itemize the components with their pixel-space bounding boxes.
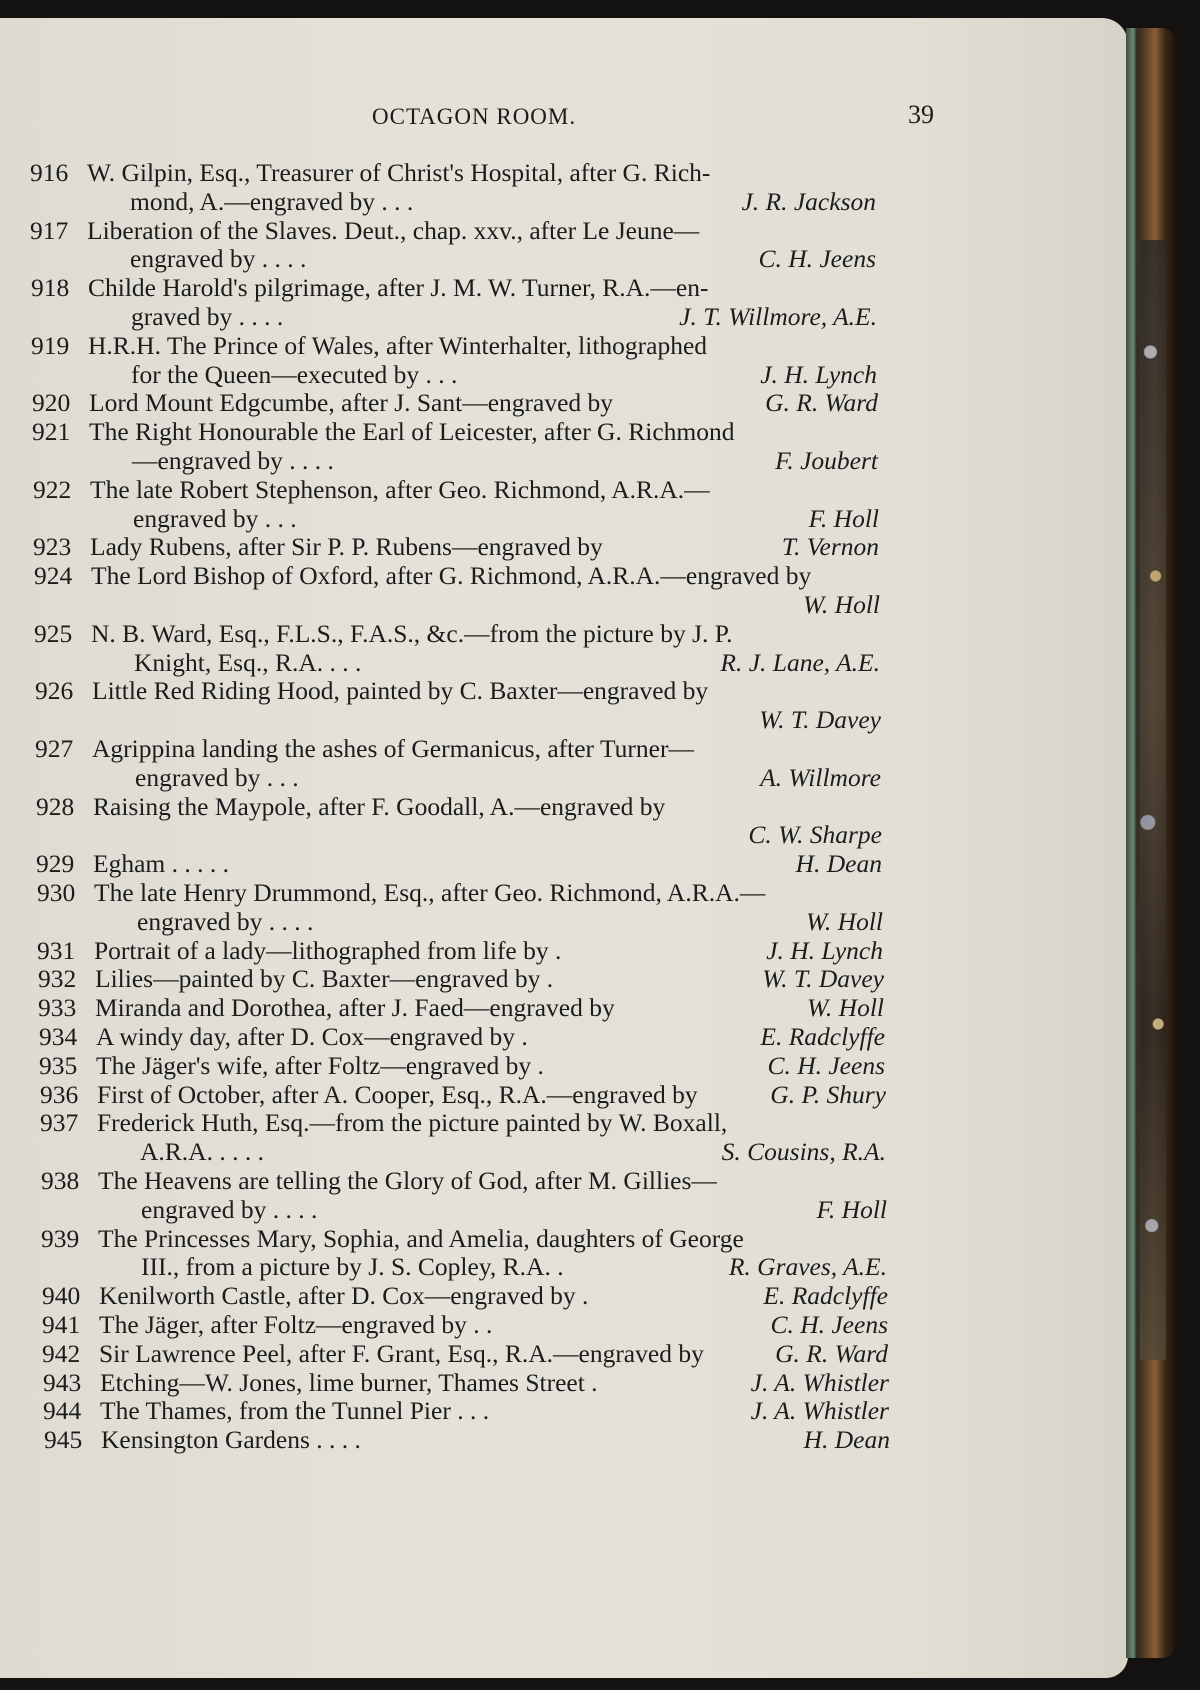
- entry-engraver: W. T. Davey: [759, 705, 881, 735]
- entry-title: Liberation of the Slaves. Deut., chap. xxv., after Le Jeune—: [87, 215, 700, 245]
- entry-number: 921: [32, 417, 71, 447]
- entry-engraver: J. H. Lynch: [766, 935, 883, 965]
- entry-engraver: W. T. Davey: [762, 964, 884, 994]
- entry-number: 917: [30, 215, 69, 245]
- entry-engraver: C. H. Jeens: [770, 1310, 888, 1339]
- entry-engraver: F. Holl: [816, 1194, 887, 1224]
- entry-title-continued: engraved by . . .: [135, 762, 299, 792]
- entry-title: The late Robert Stephenson, after Geo. Richmond, A.R.A.—: [90, 474, 710, 504]
- entry-engraver: J. A. Whistler: [750, 1396, 889, 1426]
- entry-number: 922: [33, 474, 72, 504]
- entry-engraver: J. T. Willmore, A.E.: [679, 302, 877, 331]
- entry-number: 936: [40, 1079, 79, 1109]
- entry-title: Sir Lawrence Peel, after F. Grant, Esq., R.A.—engraved by: [99, 1338, 704, 1368]
- entry-number: 927: [35, 734, 74, 763]
- entry-engraver: F. Holl: [808, 503, 879, 533]
- entry-engraver: G. R. Ward: [765, 388, 878, 418]
- entry-engraver: S. Cousins, R.A.: [721, 1137, 886, 1167]
- entry-title-continued: engraved by . . .: [133, 503, 297, 533]
- entry-title-continued: —engraved by . . . .: [132, 446, 334, 475]
- entry-engraver: C. H. Jeens: [758, 244, 876, 274]
- entry-title-continued: engraved by . . . .: [137, 906, 314, 936]
- entry-number: 930: [37, 878, 76, 907]
- entry-title: Frederick Huth, Esq.—from the picture painted by W. Boxall,: [97, 1108, 728, 1138]
- entry-number: 932: [38, 964, 77, 994]
- entry-title: Miranda and Dorothea, after J. Faed—engraved by: [95, 993, 615, 1023]
- entry-title: The Jäger's wife, after Foltz—engraved by .: [96, 1050, 544, 1080]
- entry-number: 929: [36, 849, 75, 879]
- entry-number: 940: [42, 1281, 81, 1311]
- entry-title: Kensington Gardens . . . .: [101, 1425, 361, 1455]
- entry-title-continued: mond, A.—engraved by . . .: [130, 186, 414, 216]
- entry-title: The Princesses Mary, Sophia, and Amelia, daughters of George: [98, 1223, 744, 1253]
- entry-engraver: C. H. Jeens: [767, 1050, 885, 1080]
- entry-number: 939: [41, 1223, 80, 1253]
- entry-engraver: R. Graves, A.E.: [728, 1252, 887, 1282]
- entry-engraver: G. P. Shury: [770, 1079, 886, 1109]
- entry-number: 945: [44, 1425, 83, 1455]
- entry-title: Etching—W. Jones, lime burner, Thames Street .: [100, 1367, 598, 1397]
- entry-number: 934: [39, 1022, 78, 1051]
- entry-number: 938: [41, 1166, 80, 1195]
- entry-number: 923: [33, 532, 72, 562]
- marbled-edge: [1140, 240, 1166, 1360]
- entry-title: H.R.H. The Prince of Wales, after Winterhalter, lithographed: [88, 330, 708, 360]
- entry-number: 931: [37, 935, 76, 965]
- entry-title: Egham . . . . .: [93, 849, 229, 879]
- entry-title: First of October, after A. Cooper, Esq., R.A.—engraved by: [97, 1079, 698, 1109]
- entry-engraver: R. J. Lane, A.E.: [720, 647, 880, 677]
- entry-title: A windy day, after D. Cox—engraved by .: [96, 1022, 528, 1051]
- entry-title: The Thames, from the Tunnel Pier . . .: [100, 1396, 490, 1426]
- entry-title: Kenilworth Castle, after D. Cox—engraved by .: [99, 1281, 589, 1311]
- running-title: OCTAGON ROOM.: [372, 104, 577, 129]
- entry-number: 937: [40, 1108, 79, 1138]
- entry-number: 944: [43, 1396, 82, 1426]
- entry-engraver: W. Holl: [806, 906, 883, 936]
- entry-title: The Jäger, after Foltz—engraved by . .: [99, 1310, 493, 1339]
- entry-title: The Heavens are telling the Glory of God, after M. Gillies—: [98, 1166, 717, 1195]
- entry-title: Raising the Maypole, after F. Goodall, A.—engraved by: [93, 791, 666, 821]
- entry-number: 925: [34, 618, 73, 648]
- entry-engraver: J. A. Whistler: [750, 1367, 889, 1397]
- page-number: 39: [908, 100, 934, 129]
- entry-title: The late Henry Drummond, Esq., after Geo. Richmond, A.R.A.—: [94, 878, 766, 907]
- entry-number: 943: [43, 1367, 82, 1397]
- entry-title-continued: for the Queen—executed by . . .: [131, 359, 458, 389]
- entry-title: Childe Harold's pilgrimage, after J. M. W. Turner, R.A.—en-: [88, 273, 709, 303]
- entry-engraver: T. Vernon: [781, 532, 879, 562]
- entry-engraver: W. Holl: [803, 590, 880, 619]
- entry-title: Portrait of a lady—lithographed from life by .: [94, 935, 562, 965]
- entry-number: 918: [31, 273, 70, 303]
- entry-title-continued: III., from a picture by J. S. Copley, R.A. .: [141, 1252, 564, 1282]
- entry-number: 941: [42, 1310, 81, 1339]
- entry-engraver: J. R. Jackson: [741, 186, 876, 216]
- entry-engraver: A. Willmore: [760, 762, 881, 792]
- entry-engraver: J. H. Lynch: [760, 359, 877, 389]
- entry-number: 924: [34, 561, 73, 591]
- entry-engraver: E. Radclyffe: [763, 1281, 888, 1311]
- entry-title: Little Red Riding Hood, painted by C. Baxter—engraved by: [92, 676, 709, 706]
- entry-title: Lady Rubens, after Sir P. P. Rubens—engraved by: [90, 532, 603, 562]
- entry-engraver: E. Radclyffe: [760, 1022, 885, 1051]
- entry-title: W. Gilpin, Esq., Treasurer of Christ's Hospital, after G. Rich-: [87, 158, 711, 187]
- entry-title-continued: A.R.A. . . . .: [140, 1137, 264, 1167]
- entry-title: Lord Mount Edgcumbe, after J. Sant—engraved by: [89, 388, 614, 418]
- entry-title: Agrippina landing the ashes of Germanicus, after Turner—: [92, 734, 694, 763]
- entry-engraver: H. Dean: [795, 849, 882, 879]
- entry-engraver: H. Dean: [803, 1425, 890, 1455]
- entry-title-continued: engraved by . . . .: [141, 1194, 318, 1224]
- entry-number: 920: [32, 388, 71, 418]
- entry-number: 916: [30, 158, 69, 187]
- entry-title-continued: graved by . . . .: [131, 302, 284, 331]
- entry-engraver: G. R. Ward: [775, 1338, 888, 1368]
- entry-title: Lilies—painted by C. Baxter—engraved by .: [95, 964, 554, 994]
- entry-engraver: F. Joubert: [775, 446, 878, 475]
- entry-engraver: W. Holl: [807, 993, 884, 1023]
- entry-title: The Lord Bishop of Oxford, after G. Richmond, A.R.A.—engraved by: [91, 561, 812, 591]
- entry-number: 935: [39, 1050, 78, 1080]
- entry-title-continued: engraved by . . . .: [130, 244, 307, 274]
- entry-number: 919: [31, 330, 70, 360]
- entry-title: The Right Honourable the Earl of Leicester, after G. Richmond: [89, 417, 735, 447]
- entry-title-continued: Knight, Esq., R.A. . . .: [134, 647, 362, 677]
- entry-title: N. B. Ward, Esq., F.L.S., F.A.S., &c.—from the picture by J. P.: [91, 618, 733, 648]
- entry-number: 942: [42, 1338, 81, 1368]
- entry-number: 933: [38, 993, 77, 1023]
- entry-engraver: C. W. Sharpe: [748, 820, 882, 850]
- entry-number: 928: [36, 791, 75, 821]
- entry-number: 926: [35, 676, 74, 706]
